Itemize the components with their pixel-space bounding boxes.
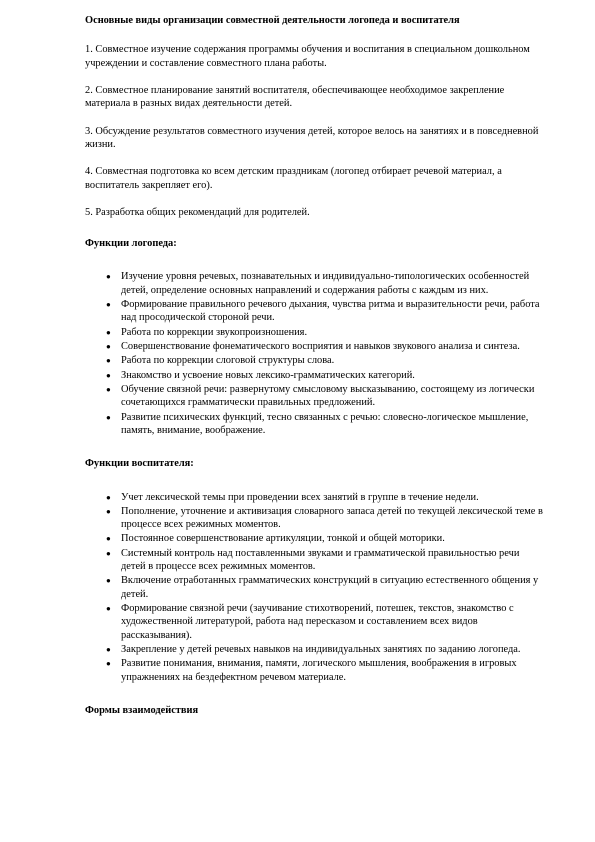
bullet-icon: ● bbox=[106, 412, 111, 422]
list-item-text: Совершенствование фонематического восприятия и навыков звукового анализа и синтеза. bbox=[121, 341, 520, 352]
paragraph-3: 3. Обсуждение результатов совместного изучения детей, которое велось на занятиях и в повседневной жизни. bbox=[85, 125, 539, 150]
bullet-icon: ● bbox=[106, 384, 111, 394]
list-item-text: Пополнение, уточнение и активизация словарного запаса детей по текущей лексической теме в процессе всех режимных моментов. bbox=[121, 505, 543, 531]
list-item-text: Включение отработанных грамматических конструкций в ситуацию естественного общения у детей. bbox=[121, 575, 539, 600]
list-item-text: Развитие психических функций, тесно связанных с речью: словесно-логическое мышление, память, внимание, воображение. bbox=[121, 411, 529, 436]
bullet-icon: ● bbox=[106, 492, 111, 502]
list-item-text: Развитие понимания, внимания, памяти, логического мышления, воображения в игровых упражнениях на бездефектном речевом материале. bbox=[121, 658, 517, 683]
list-item bbox=[85, 491, 545, 504]
list-item-text: Учет лексической темы при проведении всех занятий в группе в течение недели. bbox=[121, 491, 479, 503]
list-item-text: Закрепление у детей речевых навыков на индивидуальных занятиях по заданию логопеда. bbox=[121, 643, 521, 655]
bullet-icon: ● bbox=[106, 342, 111, 351]
list-item bbox=[85, 383, 545, 410]
list-item bbox=[85, 340, 545, 353]
list-item bbox=[85, 602, 545, 642]
bullet-icon: ● bbox=[106, 576, 111, 586]
logoped-functions-list bbox=[85, 270, 545, 437]
bullet-icon: ● bbox=[106, 300, 111, 310]
list-item bbox=[85, 643, 545, 656]
list-item bbox=[85, 270, 545, 297]
bullet-icon: ● bbox=[106, 506, 111, 516]
bullet-icon: ● bbox=[106, 370, 111, 380]
bullet-icon: ● bbox=[106, 548, 111, 558]
list-item-text: Изучение уровня речевых, познавательных и индивидуально-типологических особенностей детей, определение основных направлений и содержания работы с каждым из них. bbox=[121, 271, 530, 296]
document-title: Основные виды организации совместной деятельности логопеда и воспитателя bbox=[85, 15, 460, 26]
paragraph-4: 4. Совместная подготовка ко всем детским праздникам (логопед отбирает речевой материал, а воспитатель закрепляет его). bbox=[85, 166, 502, 191]
list-item-text: Постоянное совершенствование артикуляции, тонкой и общей моторики. bbox=[121, 533, 445, 545]
list-item bbox=[85, 657, 545, 684]
paragraph-1: 1. Совместное изучение содержания программы обучения и воспитания в специальном дошкольном учреждении и составление совместного плана работы. bbox=[85, 44, 530, 69]
list-item bbox=[85, 532, 545, 545]
list-item bbox=[85, 574, 545, 601]
list-item-text: Формирование связной речи (заучивание стихотворений, потешек, текстов, знакомство с художественной литературой, работа над пересказом и составлением всех видов рассказывания). bbox=[121, 603, 514, 641]
bullet-icon: ● bbox=[106, 327, 111, 337]
bullet-icon: ● bbox=[106, 534, 111, 544]
bullet-icon: ● bbox=[106, 644, 111, 654]
list-item-text: Знакомство и усвоение новых лексико-грамматических категорий. bbox=[121, 369, 415, 381]
paragraph-2: 2. Совместное планирование занятий воспитателя, обеспечивающее необходимое закрепление материала в разных видах деятельности детей. bbox=[85, 84, 505, 110]
bullet-icon: ● bbox=[106, 604, 111, 613]
bullet-icon: ● bbox=[106, 356, 111, 366]
list-item-text: Обучение связной речи: развернутому смысловому высказыванию, состоящему из логически сочетающихся грамматически правильных предложений. bbox=[121, 383, 535, 409]
list-item-text: Формирование правильного речевого дыхания, чувства ритма и выразительности речи, работа над просодической стороной речи. bbox=[121, 299, 540, 324]
list-item bbox=[85, 411, 545, 438]
list-item-text: Системный контроль над поставленными звуками и грамматической правильностью речи детей в процессе всех режимных моментов. bbox=[121, 547, 520, 573]
logoped-functions-heading: Функции логопеда: bbox=[85, 238, 177, 250]
vospitatel-functions-heading: Функции воспитателя: bbox=[85, 458, 194, 470]
list-item bbox=[85, 369, 545, 382]
forms-heading: Формы взаимодействия bbox=[85, 704, 199, 716]
vospitatel-functions-list bbox=[85, 491, 545, 684]
list-item-text: Работа по коррекции звукопроизношения. bbox=[121, 326, 308, 338]
list-item bbox=[85, 505, 545, 532]
list-item bbox=[85, 547, 545, 574]
paragraph-5: 5. Разработка общих рекомендаций для родителей. bbox=[85, 206, 310, 218]
bullet-icon: ● bbox=[106, 272, 111, 282]
document-page bbox=[85, 14, 545, 737]
list-item-text: Работа по коррекции слоговой структуры слова. bbox=[121, 355, 335, 367]
bullet-icon: ● bbox=[106, 659, 111, 669]
list-item bbox=[85, 298, 545, 325]
list-item bbox=[85, 326, 545, 339]
list-item bbox=[85, 354, 545, 367]
